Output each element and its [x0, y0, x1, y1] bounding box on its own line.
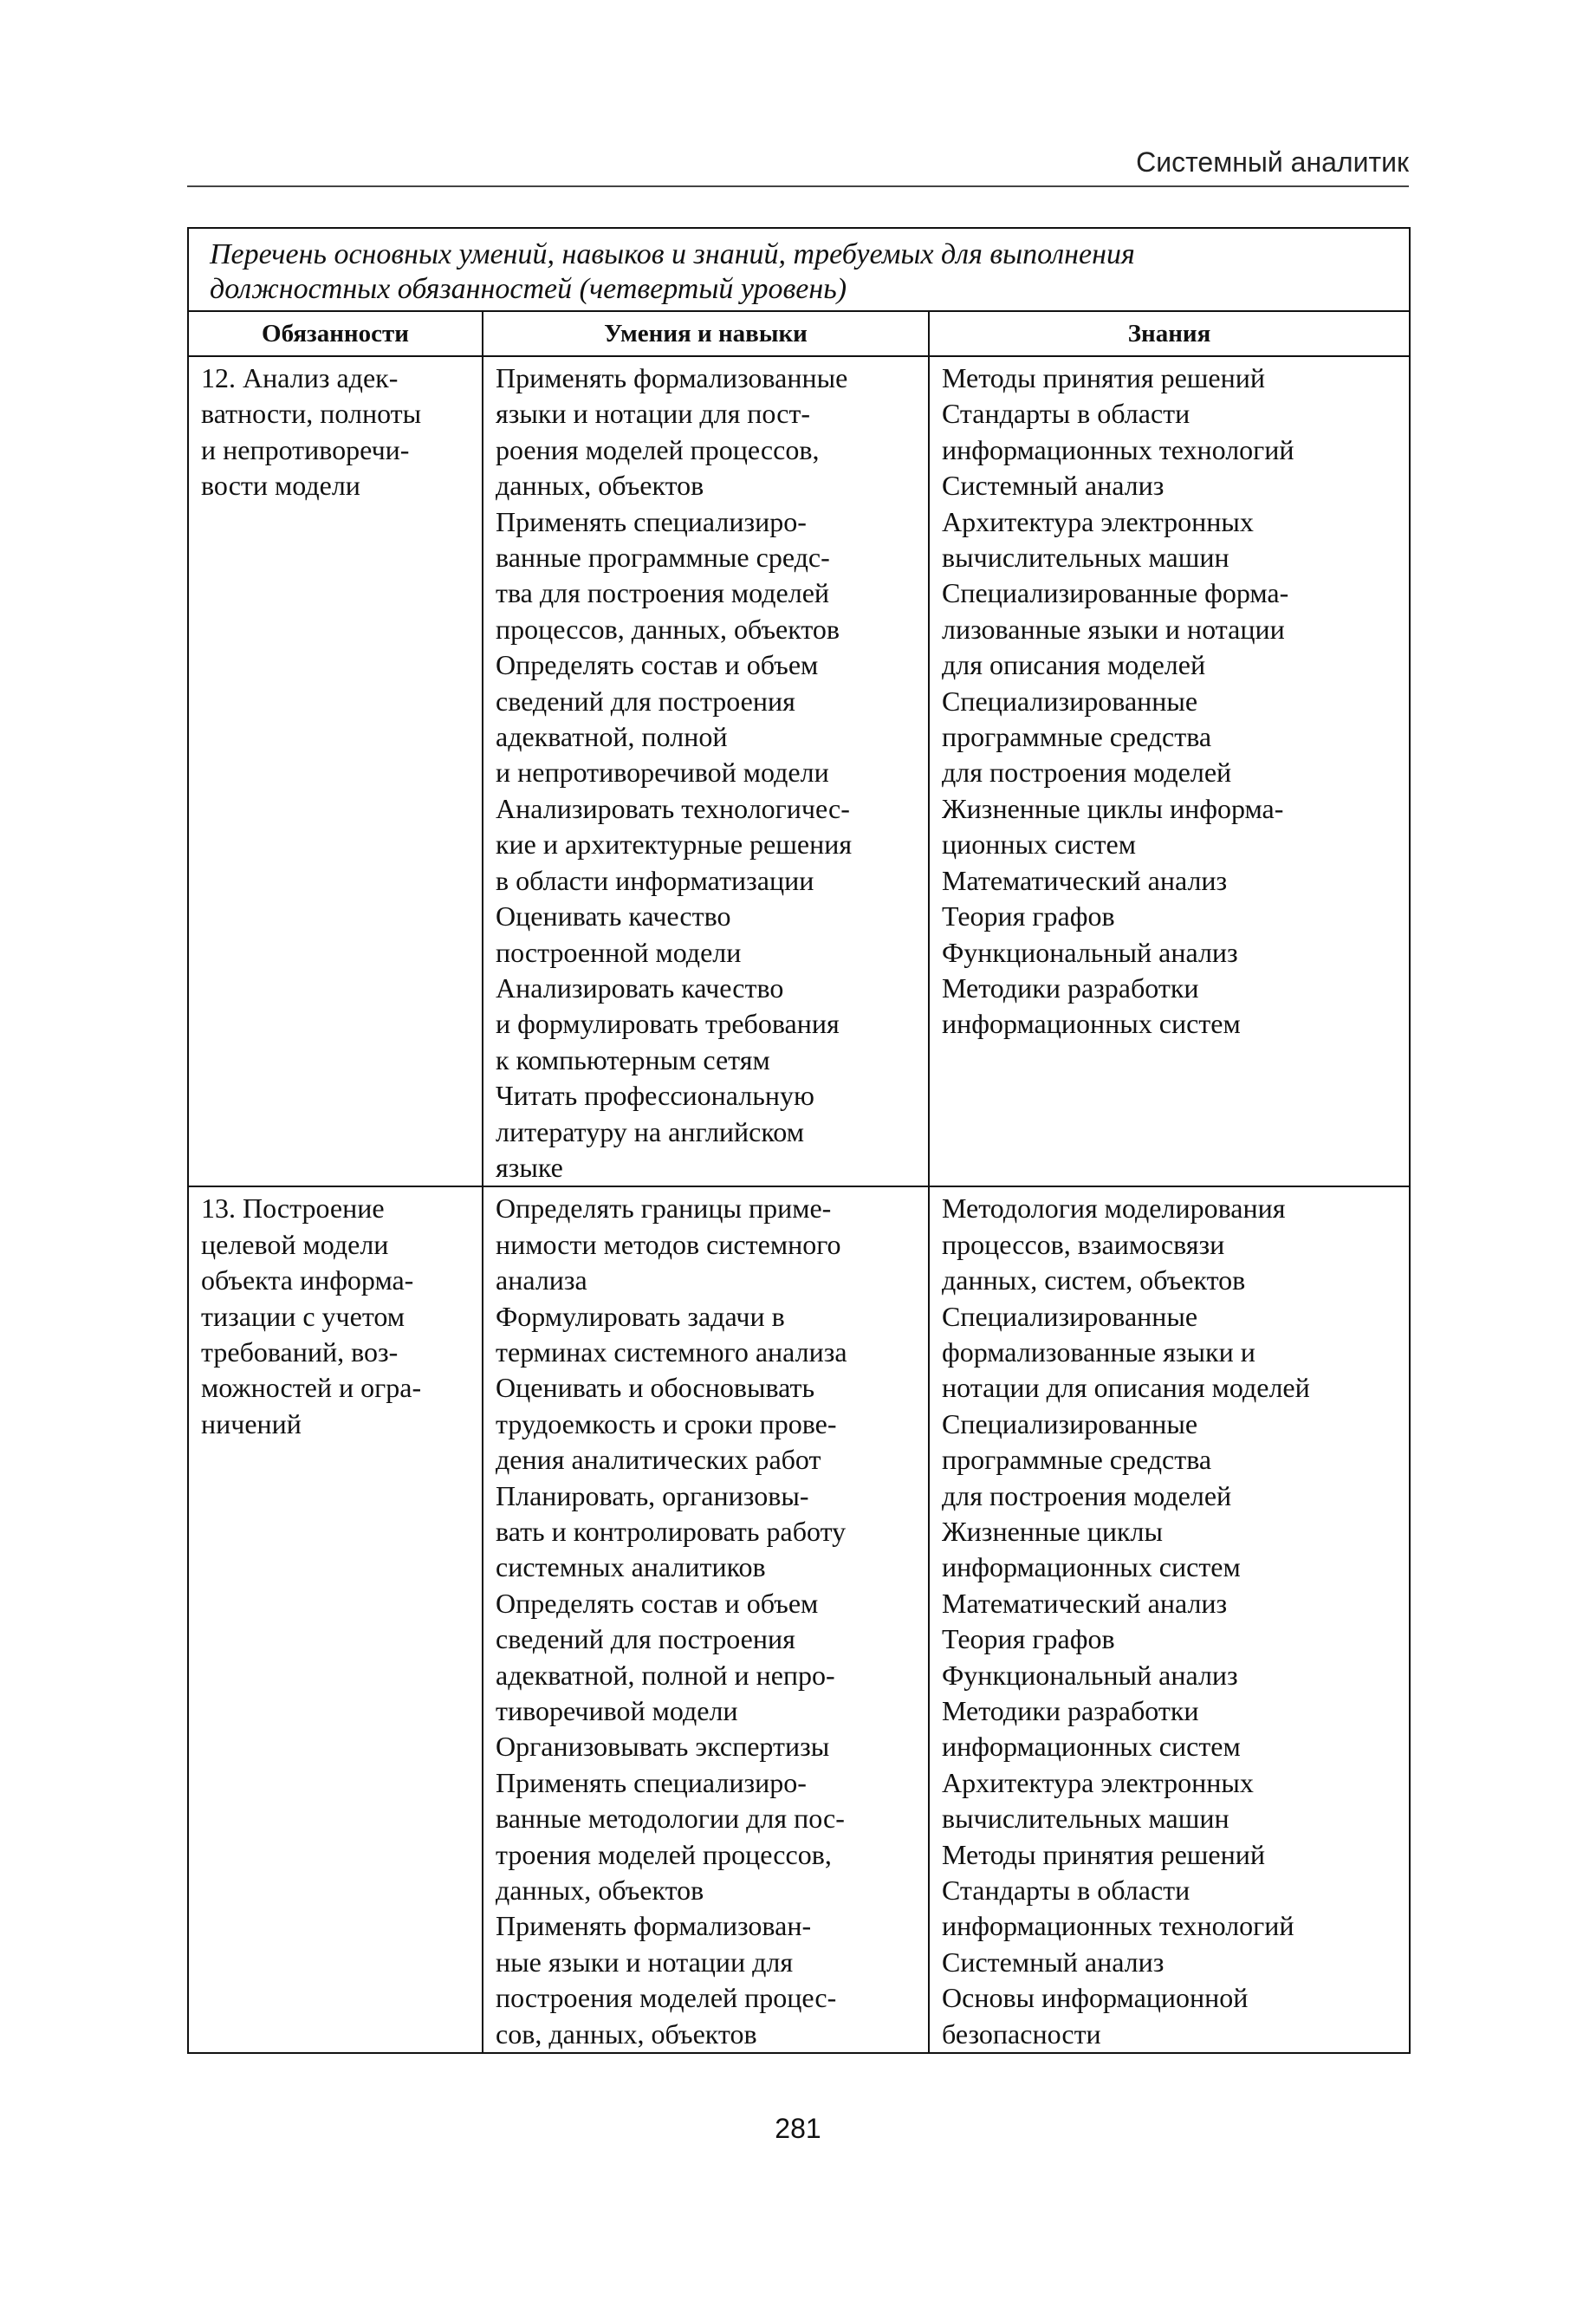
cell-line: Применять формализованные [496, 362, 848, 393]
cell-line: Планировать, организовы- [496, 1479, 809, 1511]
cell-line: ванные методологии для пос- [496, 1803, 845, 1835]
cell-line: Стандарты в области [942, 1874, 1191, 1907]
cell-line: ванные программные средс- [496, 542, 830, 574]
cell-line: безопасности [942, 2017, 1101, 2050]
cell-line: Применять специализиро- [496, 505, 807, 537]
cell-line: вать и контролировать работу [496, 1516, 847, 1547]
cell-line: информационных технологий [942, 1910, 1294, 1942]
cell-line: 13. Построение [201, 1192, 385, 1225]
cell-line: анализа [496, 1264, 587, 1296]
cell-line: Применять формализован- [496, 1910, 812, 1942]
cell-line: лизованные языки и нотации [942, 613, 1285, 645]
knowledge-cell [929, 1186, 1410, 2053]
cell-line: 12. Анализ адек- [201, 362, 399, 393]
cell-line: Жизненные циклы информа- [942, 792, 1284, 824]
cell-line: Теория графов [942, 900, 1115, 932]
table-row [188, 356, 1410, 1186]
cell-line: Теория графов [942, 1623, 1115, 1655]
cell-line: Определять состав и объем [496, 1587, 819, 1619]
cell-line: Архитектура электронных [942, 505, 1254, 537]
column-header-skills: Умения и навыки [483, 311, 929, 356]
cell-line: сов, данных, объектов [496, 2017, 757, 2050]
cell-line: для построения моделей [942, 1479, 1232, 1511]
cell-line: Методики разработки [942, 1695, 1199, 1727]
cell-line: формализованные языки и [942, 1335, 1255, 1368]
cell-line: Анализировать технологичес- [496, 792, 850, 824]
cell-line: адекватной, полной [496, 721, 728, 753]
cell-line: нимости методов системного [496, 1228, 841, 1260]
cell-line: Применять специализиро- [496, 1766, 807, 1798]
cell-line: троения моделей процессов, [496, 1838, 832, 1870]
cell-line: тизации с учетом [201, 1300, 405, 1332]
cell-line: построения моделей процес- [496, 1982, 837, 2014]
cell-line: терминах системного анализа [496, 1335, 847, 1368]
cell-line: для построения моделей [942, 757, 1232, 789]
cell-line: Организовывать экспертизы [496, 1731, 830, 1763]
cell-line: процессов, взаимосвязи [942, 1228, 1225, 1260]
cell-line: Читать профессиональную [496, 1080, 814, 1112]
cell-line: и формулировать требования [496, 1008, 840, 1040]
cell-line: Основы информационной [942, 1982, 1249, 2014]
cell-line: Функциональный анализ [942, 936, 1238, 968]
competency-table [187, 227, 1411, 2054]
table-row [188, 1186, 1410, 2053]
cell-line: Методы принятия решений [942, 1838, 1265, 1870]
cell-line: для описания моделей [942, 649, 1206, 681]
cell-line: Оценивать качество [496, 900, 731, 932]
cell-line: Функциональный анализ [942, 1659, 1238, 1691]
skills-cell [483, 1186, 929, 2053]
skills-cell [483, 356, 929, 1186]
cell-line: можностей и огра- [201, 1372, 422, 1404]
cell-line: Методы принятия решений [942, 362, 1265, 393]
table-caption [188, 228, 1410, 311]
cell-line: информационных систем [942, 1731, 1241, 1763]
column-header-duties: Обязанности [188, 311, 483, 356]
cell-line: языке [496, 1151, 563, 1183]
cell-line: информационных систем [942, 1551, 1241, 1583]
caption-line: Перечень основных умений, навыков и знаний, требуемых для выполнения [210, 238, 1135, 270]
cell-line: информационных систем [942, 1008, 1241, 1040]
cell-line: построенной модели [496, 936, 742, 968]
knowledge-cell [929, 356, 1410, 1186]
cell-line: адекватной, полной и непро- [496, 1659, 835, 1691]
cell-line: данных, объектов [496, 470, 704, 502]
cell-line: кие и архитектурные решения [496, 828, 853, 861]
cell-line: данных, систем, объектов [942, 1264, 1246, 1296]
page-number: 281 [775, 2113, 821, 2144]
column-header-knowledge: Знания [929, 311, 1410, 356]
cell-line: вычислительных машин [942, 542, 1229, 574]
cell-line: Математический анализ [942, 1587, 1228, 1619]
cell-line: вычислительных машин [942, 1803, 1229, 1835]
cell-line: Определять состав и объем [496, 649, 819, 681]
cell-line: Архитектура электронных [942, 1766, 1254, 1798]
running-head: Системный аналитик [187, 146, 1409, 187]
cell-line: нотации для описания моделей [942, 1372, 1310, 1404]
cell-line: и непротиворечивой модели [496, 757, 829, 789]
cell-line: Специализированные форма- [942, 577, 1289, 609]
cell-line: языки и нотации для пост- [496, 398, 811, 430]
cell-line: Анализировать качество [496, 971, 784, 1004]
cell-line: и непротиворечи- [201, 433, 410, 465]
cell-line: ватности, полноты [201, 398, 422, 430]
cell-line: Системный анализ [942, 470, 1165, 502]
cell-line: Определять границы приме- [496, 1192, 832, 1225]
cell-line: ционных систем [942, 828, 1136, 861]
cell-line: тиворечивой модели [496, 1695, 738, 1727]
table-caption-row [188, 228, 1410, 311]
cell-line: Специализированные [942, 1407, 1198, 1439]
cell-line: объекта информа- [201, 1264, 414, 1296]
cell-line: Специализированные [942, 685, 1198, 717]
duty-cell [188, 1186, 483, 2053]
cell-line: программные средства [942, 1444, 1212, 1476]
cell-line: Методики разработки [942, 971, 1199, 1004]
cell-line: литературу на английском [496, 1115, 804, 1147]
cell-line: дения аналитических работ [496, 1444, 821, 1476]
cell-line: ничений [201, 1407, 302, 1439]
cell-line: требований, воз- [201, 1335, 399, 1368]
cell-line: Методология моделирования [942, 1192, 1286, 1225]
cell-line: ные языки и нотации для [496, 1946, 794, 1978]
duty-cell [188, 356, 483, 1186]
cell-line: Специализированные [942, 1300, 1198, 1332]
cell-line: целевой модели [201, 1228, 389, 1260]
cell-line: роения моделей процессов, [496, 433, 820, 465]
cell-line: сведений для построения [496, 1623, 795, 1655]
cell-line: программные средства [942, 721, 1212, 753]
cell-line: тва для построения моделей [496, 577, 830, 609]
cell-line: Системный анализ [942, 1946, 1165, 1978]
cell-line: Формулировать задачи в [496, 1300, 785, 1332]
cell-line: процессов, данных, объектов [496, 613, 840, 645]
cell-line: Стандарты в области [942, 398, 1191, 430]
cell-line: вости модели [201, 470, 360, 502]
cell-line: Математический анализ [942, 864, 1228, 896]
cell-line: трудоемкость и сроки прове- [496, 1407, 837, 1439]
cell-line: сведений для построения [496, 685, 795, 717]
table-header-row [188, 311, 1410, 356]
cell-line: информационных технологий [942, 433, 1294, 465]
cell-line: Жизненные циклы [942, 1516, 1163, 1547]
cell-line: Оценивать и обосновывать [496, 1372, 815, 1404]
cell-line: к компьютерным сетям [496, 1043, 770, 1075]
cell-line: в области информатизации [496, 864, 814, 896]
cell-line: системных аналитиков [496, 1551, 766, 1583]
caption-line: должностных обязанностей (четвертый уровень) [210, 273, 847, 305]
cell-line: данных, объектов [496, 1874, 704, 1907]
